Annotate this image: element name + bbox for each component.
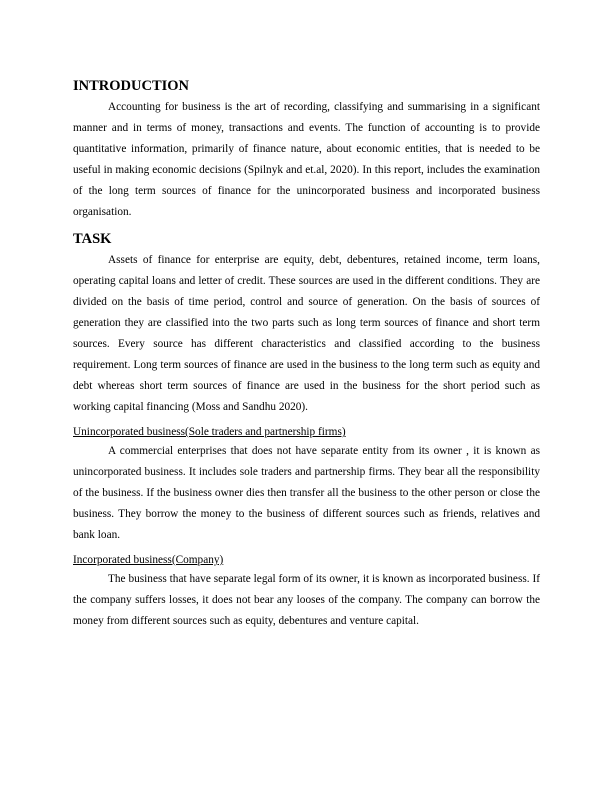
incorporated-subheading: Incorporated business(Company)	[73, 554, 224, 566]
introduction-paragraph: Accounting for business is the art of recording, classifying and summarising in a significant manner and in terms of money, transactions and events. The function of accounting is to provide quantitative information, primarily of finance nature, about economic entities, that is needed to be useful in making economic decisions (Spilnyk and et.al, 2020). In this report, includes the examination of the long term sources of finance for the unincorporated business and incorporated business organisation.	[73, 101, 540, 218]
task-paragraph: Assets of finance for enterprise are equity, debt, debentures, retained income, term loans, operating capital loans and letter of credit. These sources are used in the different conditions. They are divided on the basis of time period, control and source of generation. On the basis of sources of generation they are classified into the two parts such as long term sources of finance and short term sources. Every source has different characteristics and classified according to the business requirement. Long term sources of finance are used in the business to the long term such as equity and debt whereas short term sources of finance are used in the business for the short period such as working capital financing (Moss and Sandhu 2020).	[73, 254, 540, 413]
unincorporated-paragraph: A commercial enterprises that does not have separate entity from its owner , it is known as unincorporated business. It includes sole traders and partnership firms. They bear all the responsibility of the business. If the business owner dies then transfer all the business to the other person or close the business. They borrow the money to the business of different sources such as friends, relatives and bank loan.	[73, 445, 540, 541]
introduction-heading: INTRODUCTION	[73, 78, 190, 94]
unincorporated-subheading: Unincorporated business(Sole traders and partnership firms)	[73, 426, 346, 438]
document-page	[73, 76, 540, 632]
task-heading: TASK	[73, 231, 112, 247]
incorporated-paragraph: The business that have separate legal form of its owner, it is known as incorporated business. If the company suffers losses, it does not bear any looses of the company. The company can borrow the money from different sources such as equity, debentures and venture capital.	[73, 573, 540, 627]
